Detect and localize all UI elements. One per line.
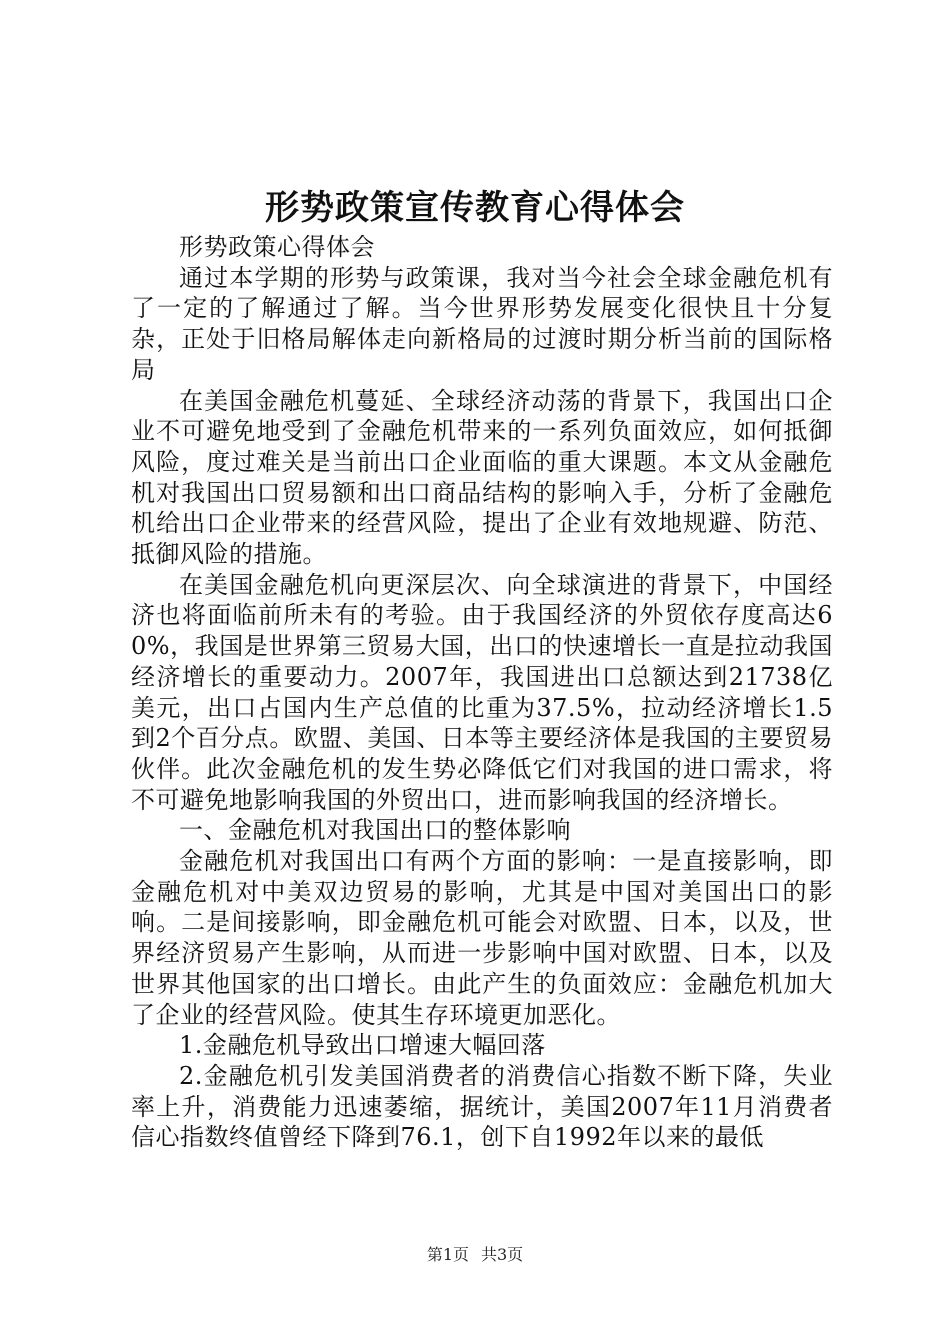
section-heading: 一、金融危机对我国出口的整体影响 <box>179 816 571 845</box>
page-total: 共3页 <box>481 1245 524 1264</box>
page-footer <box>0 1244 950 1266</box>
paragraph: 在美国金融危机向更深层次、向全球演进的背景下，中国经济也将面临前所未有的考验。由于我国经济的外贸依存度高达60%，我国是世界第三贸易大国，出口的快速增长一直是拉动我国经济增长的重要动力。2007年，我国进出口总额达到21738亿美元，出口占国内生产总值的比重为37.5%，拉动经济增长1.5到2个百分点。欧盟、美国、日本等主要经济体是我国的主要贸易伙伴。此次金融危机的发生势必降低它们对我国的进口需求，将不可避免地影响我国的外贸出口，进而影响我国的经济增长。 <box>131 570 833 814</box>
paragraph: 在美国金融危机蔓延、全球经济动荡的背景下，我国出口企业不可避免地受到了金融危机带来的一系列负面效应，如何抵御风险，度过难关是当前出口企业面临的重大课题。本文从金融危机对我国出口贸易额和出口商品结构的影响入手，分析了金融危机给出口企业带来的经营风险，提出了企业有效地规避、防范、抵御风险的措施。 <box>131 386 833 569</box>
paragraph: 通过本学期的形势与政策课，我对当今社会全球金融危机有了一定的了解通过了解。当今世界形势发展变化很快且十分复杂，正处于旧格局解体走向新格局的过渡时期分析当前的国际格局 <box>131 263 833 384</box>
document-title: 形势政策宣传教育心得体会 <box>265 188 685 228</box>
list-item: 1.金融危机导致出口增速大幅回落 <box>179 1031 546 1060</box>
page-number: 第1页 <box>426 1245 469 1264</box>
paragraph-subtitle: 形势政策心得体会 <box>179 233 375 261</box>
list-item: 2.金融危机引发美国消费者的消费信心指数不断下降，失业率上升，消费能力迅速萎缩，据统计，美国2007年11月消费者信心指数终值曾经下降到76.1，创下自1992年以来的最低 <box>131 1061 833 1152</box>
document-body <box>131 232 833 1153</box>
paragraph: 金融危机对我国出口有两个方面的影响：一是直接影响，即金融危机对中美双边贸易的影响，尤其是中国对美国出口的影响。二是间接影响，即金融危机可能会对欧盟、日本，以及，世界经济贸易产生影响，从而进一步影响中国对欧盟、日本，以及世界其他国家的出口增长。由此产生的负面效应：金融危机加大了企业的经营风险。使其生存环境更加恶化。 <box>131 847 833 1029</box>
